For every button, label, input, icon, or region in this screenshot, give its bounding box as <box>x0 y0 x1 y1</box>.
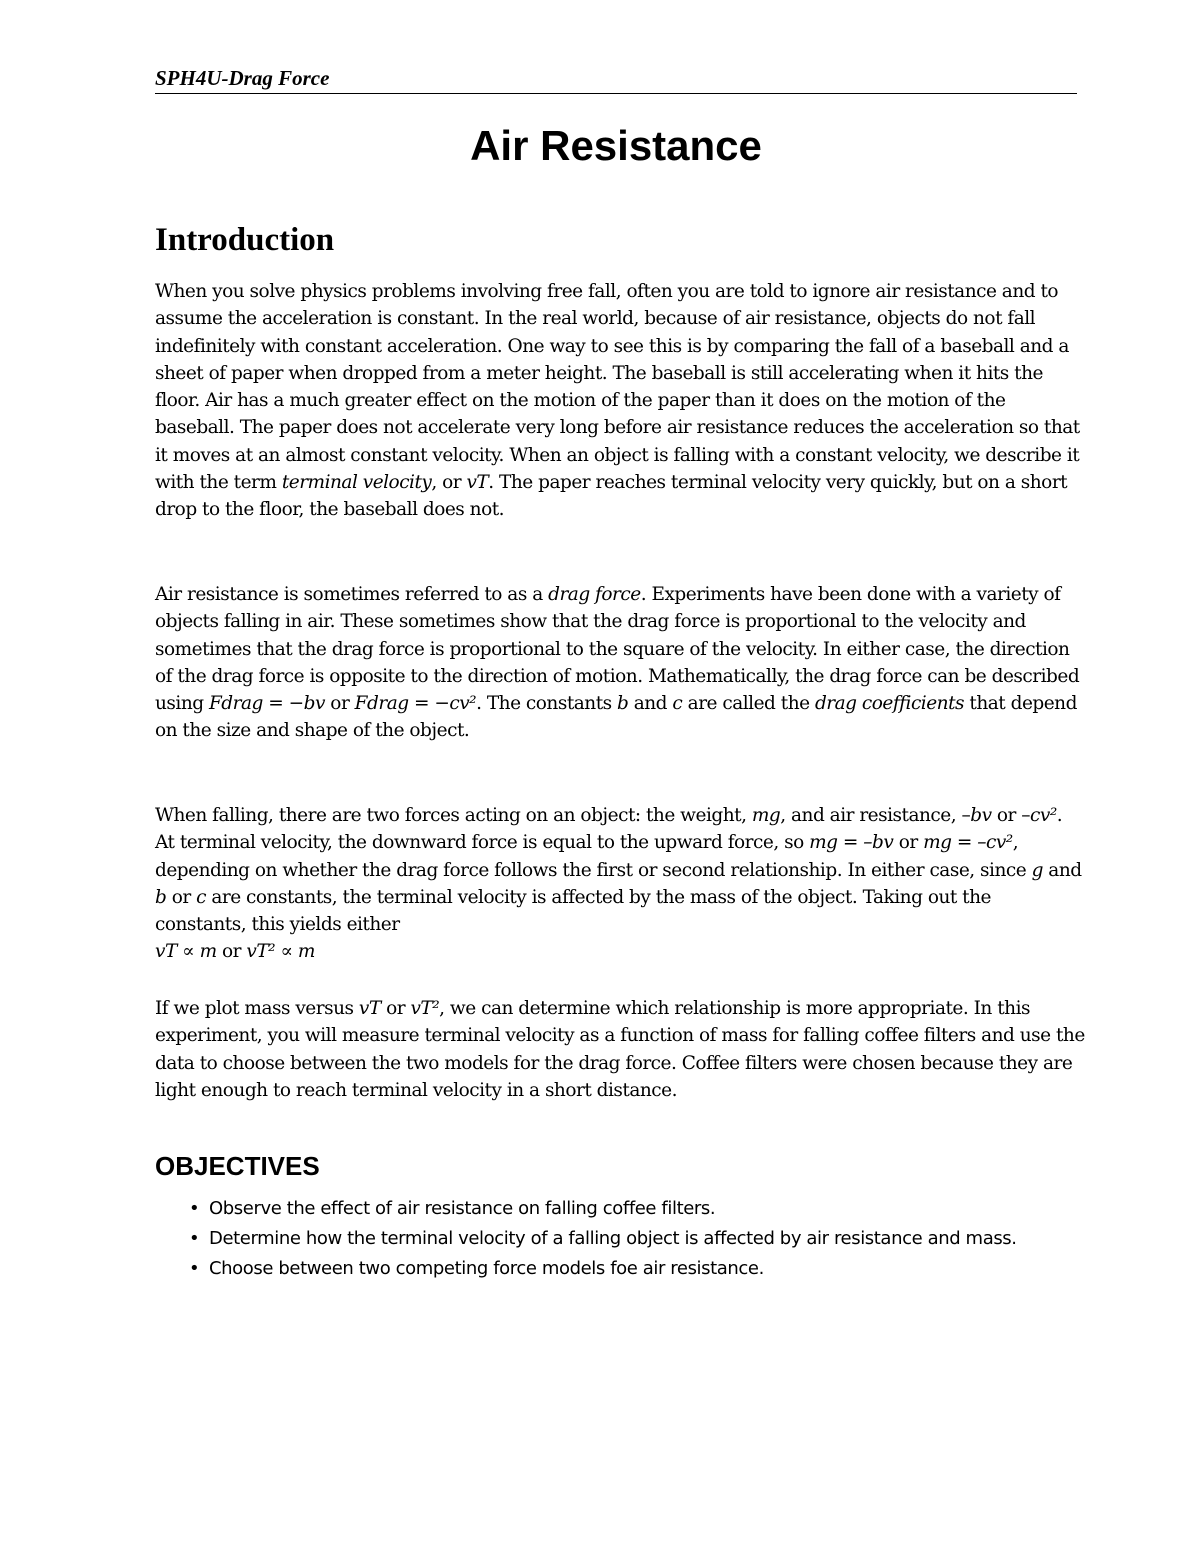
intro-paragraph-4: If we plot mass versus vT or vT², we can determine which relationship is more appropriate. In this experiment, you will measure terminal velocity as a function of mass for falling coffee filters and use the data to choose between the two models for the drag force. Coffee filters were chosen because they are light enough to reach terminal velocity in a short distance. <box>155 998 1085 1101</box>
proportionality-linear: vT ∝ m <box>155 941 217 963</box>
symbol-vt: vT <box>466 472 489 494</box>
list-item: • Determine how the terminal velocity of a falling object is affected by air resistance and mass. <box>189 1228 1017 1249</box>
bullet-icon: • <box>189 1198 200 1219</box>
objectives-list <box>155 1197 1055 1287</box>
term-drag-force: drag force <box>548 584 641 605</box>
term-drag-coefficients: drag coefficients <box>814 693 965 715</box>
equation-linear-drag: Fdrag = −bv <box>208 693 325 715</box>
intro-paragraph-1: When you solve physics problems involving free fall, often you are told to ignore air resistance and to assume the acceleration is constant. In the real world, because of air resistance, objects do not fall indefinitely with constant acceleration. One way to see this is by comparing the fall of a baseball and a sheet of paper when dropped from a meter height. The baseball is still accelerating when it hits the floor. Air has a much greater effect on the motion of the paper than it does on the motion of the baseball. The paper does not accelerate very long before air resistance reduces the acceleration so that it moves at an almost constant velocity. When an object is falling with a constant velocity, we describe it with the term terminal velocity, or vT. The paper reaches terminal velocity very quickly, but on a short drop to the floor, the baseball does not. <box>155 281 1080 521</box>
proportionality-quadratic: vT² ∝ m <box>246 941 315 963</box>
list-item: • Choose between two competing force models foe air resistance. <box>189 1258 764 1279</box>
intro-paragraph-3: When falling, there are two forces acting on an object: the weight, mg, and air resistance, –bv or –cv². At terminal velocity, the downward force is equal to the upward force, so mg = –bv or mg = –cv², depending on whether the drag force follows the first or second relationship. In either case, since g and b or c are constants, the terminal velocity is affected by the mass of the object. Taking out the constants, this yields either vT ∝ m or vT² ∝ m <box>155 805 1082 963</box>
equation-quadratic-drag: Fdrag = −cv² <box>354 693 477 715</box>
bullet-icon: • <box>189 1258 200 1279</box>
bullet-icon: • <box>189 1228 200 1249</box>
term-terminal-velocity: terminal velocity <box>281 472 432 494</box>
objectives-heading: OBJECTIVES <box>155 1151 320 1181</box>
introduction-heading: Introduction <box>155 222 335 258</box>
page-title: Air Resistance <box>470 122 762 169</box>
running-header: SPH4U-Drag Force <box>155 66 1077 94</box>
intro-paragraph-2: Air resistance is sometimes referred to as a drag force. Experiments have been done with a variety of objects falling in air. These sometimes show that the drag force is proportional to the velocity and sometimes that the drag force is proportional to the square of the velocity. In either case, the direction of the drag force is opposite to the direction of motion. Mathematically, the drag force can be described using Fdrag = −bv or Fdrag = −cv². The constants b and c are called the drag coefficients that depend on the size and shape of the object. <box>155 584 1080 742</box>
list-item: • Observe the effect of air resistance on falling coffee filters. <box>189 1198 716 1219</box>
